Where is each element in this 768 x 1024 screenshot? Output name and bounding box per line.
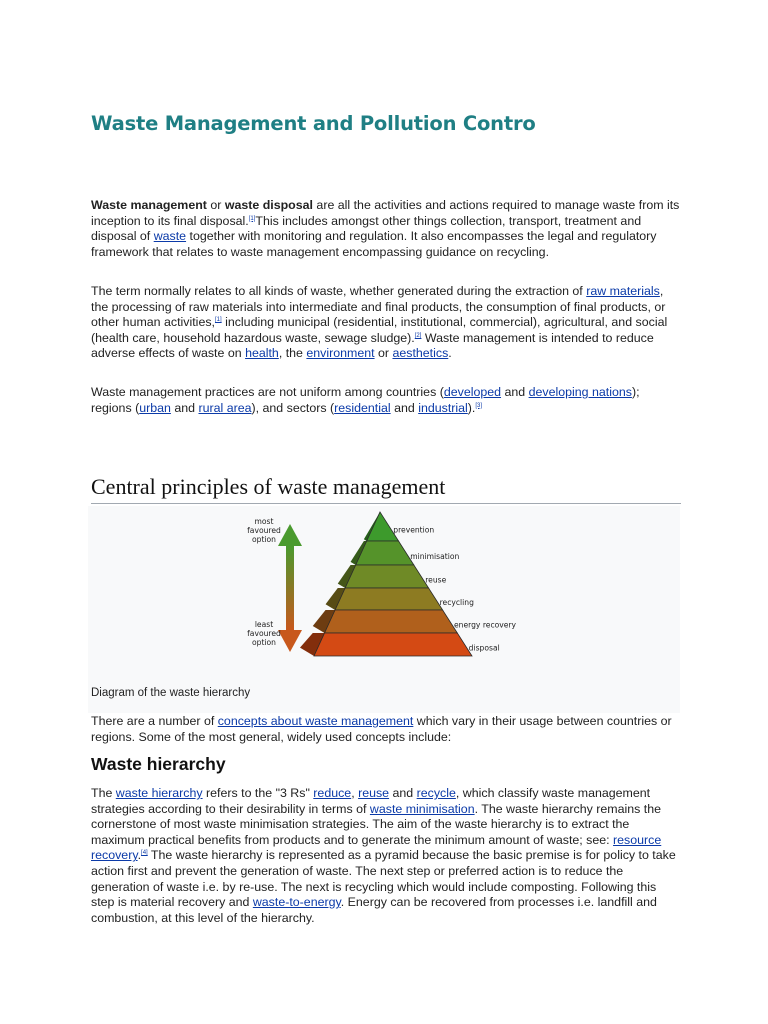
label-most: most [254, 517, 274, 526]
link-waste[interactable]: waste [153, 229, 187, 244]
link-reuse[interactable]: reuse [358, 786, 390, 800]
label-favoured: favoured [247, 526, 281, 535]
link-rural-area[interactable]: rural area [198, 400, 252, 415]
label-least: least [254, 620, 274, 629]
reference-marker[interactable] [215, 317, 222, 323]
text: which vary in their usage between countries or regions. Some of the most general, widely used concepts include: [91, 714, 672, 744]
link-concepts-about-waste-management[interactable]: concepts about waste management [217, 714, 414, 728]
link-reduce[interactable]: reduce [313, 786, 352, 800]
waste-hierarchy-paragraph [91, 786, 681, 926]
link-waste-to-energy[interactable]: waste-to-energy [252, 895, 341, 910]
text: . [137, 848, 142, 863]
pyramid-label-prevention: prevention [393, 525, 435, 535]
text: or [374, 346, 393, 361]
link-waste-hierarchy[interactable]: waste hierarchy [115, 786, 203, 800]
reference-marker[interactable] [141, 850, 148, 856]
text: The term normally relates to all kinds of waste, whether generated during the extraction of [91, 284, 587, 298]
figure-caption: Diagram of the waste hierarchy [91, 687, 251, 699]
link-developing-nations[interactable]: developing nations [528, 385, 632, 399]
link-developed[interactable]: developed [443, 385, 502, 399]
pyramid-level-disposal [314, 633, 472, 656]
label-option: option [251, 535, 277, 544]
text: . Energy can be recovered from processes i.e. landfill and combustion, at this level of the hierarchy. [91, 895, 657, 925]
text: The [91, 786, 116, 800]
text: or [206, 198, 225, 212]
bold-term-waste-disposal: waste disposal [224, 198, 313, 212]
text: , [351, 786, 359, 800]
link-raw-materials[interactable]: raw materials [586, 284, 660, 298]
text: , which classify waste management strategies according to their desirability in terms of [91, 786, 651, 816]
text: including municipal (residential, institutional, commercial), agricultural, and social (health care, household hazardous waste, sewage sludge). [91, 315, 668, 345]
reference-link[interactable]: [1] [248, 215, 256, 222]
link-aesthetics[interactable]: aesthetics [392, 346, 449, 361]
text: ), and sectors ( [251, 400, 335, 415]
link-environment[interactable]: environment [306, 346, 375, 361]
waste-hierarchy-figure [88, 506, 680, 713]
arrow-head-up [278, 524, 302, 546]
text: and [501, 385, 529, 399]
link-industrial[interactable]: industrial [418, 400, 468, 415]
text: ). [467, 400, 476, 415]
pyramid-level-reuse [345, 565, 428, 588]
text: ); regions ( [91, 385, 640, 415]
text: Waste management is intended to reduce adverse effects of waste on [91, 330, 654, 361]
text: and [170, 400, 199, 415]
concepts-paragraph [91, 714, 681, 745]
reference-link[interactable]: [2] [414, 332, 422, 339]
label-option: option [251, 638, 277, 647]
reference-link[interactable]: [3] [475, 402, 483, 409]
link-waste-minimisation[interactable]: waste minimisation [369, 801, 475, 816]
reference-link[interactable]: [1] [214, 317, 222, 324]
link-residential[interactable]: residential [334, 400, 391, 415]
text: Waste management practices are not uniform among countries ( [91, 385, 444, 399]
intro-paragraph-3 [91, 385, 681, 416]
pyramid-level-recycling [335, 588, 443, 610]
text: , the processing of raw materials into intermediate and final products, the consumption of final products, or other human activities, [91, 284, 666, 330]
intro-paragraph-1 [91, 198, 681, 260]
text: together with monitoring and regulation. It also encompasses the legal and regulatory framework that relates to waste management encompassing guidance on recycling. [91, 229, 657, 259]
link-urban[interactable]: urban [139, 400, 171, 415]
link-health[interactable]: health [245, 346, 279, 361]
pyramid-label-recycling: recycling [439, 598, 474, 607]
reference-marker[interactable] [475, 403, 482, 409]
text: The waste hierarchy is represented as a pyramid because the basic premise is for policy to take action first and prevent the generation of waste. The next step or preferred action is to reduce the generation of waste i.e. by re-use. The next is recycling which would include composting. Following this step is material recovery and [91, 848, 676, 910]
waste-hierarchy-diagram [88, 506, 680, 686]
pyramid-level-energy-recovery [325, 610, 458, 633]
bold-term-waste-management: Waste management [91, 198, 207, 212]
text: This includes amongst other things collection, transport, treatment and disposal of [91, 213, 642, 244]
intro-paragraph-2 [91, 284, 681, 362]
reference-link[interactable]: [4] [141, 850, 148, 857]
text: and [390, 400, 419, 415]
pyramid-label-minimisation: minimisation [410, 552, 460, 561]
pyramid-label-reuse: reuse [425, 575, 447, 585]
text: are all the activities and actions required to manage waste from its inception to its final disposal. [91, 198, 680, 228]
arrow-head-down [278, 630, 302, 652]
text: refers to the "3 Rs" [202, 786, 314, 800]
text: and [389, 786, 417, 800]
link-resource-recovery[interactable]: resource recovery [91, 832, 662, 863]
text: There are a number of [91, 714, 218, 728]
link-recycle[interactable]: recycle [416, 786, 456, 800]
text: . [448, 346, 452, 361]
pyramid-label-energy-recovery: energy recovery [453, 620, 517, 630]
section-heading-principles: Central principles of waste management [91, 474, 681, 504]
pyramid-label-disposal: disposal [468, 643, 500, 653]
favour-arrow-icon [278, 524, 302, 652]
text: . The waste hierarchy remains the cornerstone of most waste minimisation strategies. The aim of the waste hierarchy is to extract the maximum practical benefits from products and to generate the minimum amount of waste; see: [91, 801, 661, 847]
text: , the [278, 346, 307, 361]
section-heading-waste-hierarchy: Waste hierarchy [91, 754, 226, 774]
label-favoured: favoured [247, 629, 281, 638]
arrow-shaft [286, 546, 294, 630]
page-title: Waste Management and Pollution Contro [91, 112, 536, 135]
